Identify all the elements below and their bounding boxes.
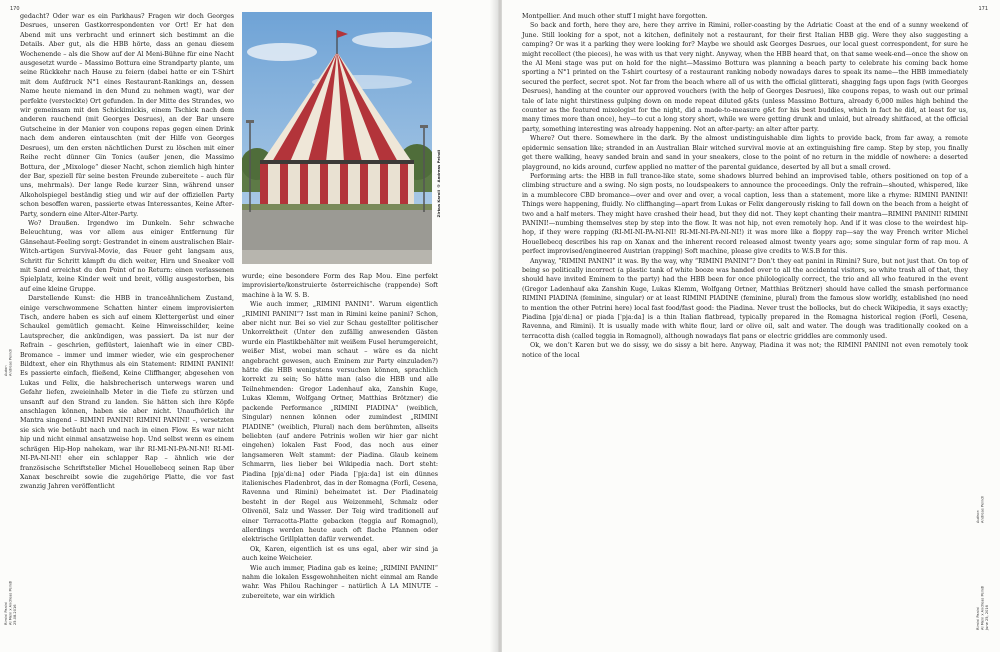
paragraph: Ok, we don’t Karen but we do sissy, we do sissy a bit here. Anyway, Piadina it was not; the RIMINI PANINI not even remotely took notice of the local bbox=[522, 342, 968, 359]
page-number-left: 170 bbox=[10, 6, 20, 12]
right-page bbox=[502, 0, 1000, 652]
english-text-column bbox=[522, 12, 968, 360]
circus-tent-illustration bbox=[242, 12, 432, 264]
circus-tent-photo bbox=[242, 12, 432, 264]
paragraph: Performing arts: the HBB in full trance-like state, some shadows blurred behind an improvised table, others positioned on top of a climbing structure and a swing. No sign posts, no loudspeakers to announce the proceedings. Only the refrain—shouted, whispered, like in a mumblecore CBD bromance—over and over and over, a vocal caption, less than a statement, more like a rhyme: RIMINI PANINI! Things were happening, fluidly. No cliffhanging—apart from Lukas or Felix dangerously risking to fall down on the beach from a height of two and a half meters. They might have crashed their head, but they did not. They kept chanting their mantra—RIMINI PANINI! RIMINI PANINI!—numbing themselves step by step into the flow. It was not hip, not even remotely hop. And if it was close to the weirdest hip-hop, if they were rapping (RI-MI-NI-PA-NI-NI! RI-MI-NI-PA-NI-NI!) it was more like a floppy rap—say the way French writer Michel Houellebecq describes his rap on Xanax and the inherent record released almost twenty years ago; some singular form of rap mou. A perfect improvised/engineered Austrian (rapping) Soft machine, please give credits to W.S.B for this. bbox=[522, 172, 968, 256]
paragraph: Darstellende Kunst: die HBB in tranceähnlichem Zustand, einige verschwommene Schatten hinter einem improvisierten Tisch, andere haben es sich auf einem Klettergerüst und einer Schaukel gemütlich gemacht. Keine Hinweisschilder, keine Lautsprecher, die ankündigen, was passiert. Da ist nur der Refrain – geschrien, geflüstert, laienhaft wie in einer CBD-Bromance – immer und immer wieder, wie ein gesprochener Bildtext, eher ein Rhythmus als ein Statement: RIMINI PANINI! Es passierte einfach, fließend, Keine Cliffhanger, abgesehen von Lukas und Felix, die halsbrecherisch unterwegs waren und Gefahr liefen, zweieinhalb Meter in die Tiefe zu stürzen und unsanft auf den Strand zu landen. Sie hätten sich ihre Köpfe anschlagen können, haben sie aber nicht. Unaufhörlich ihr Mantra singend – RIMINI PANINI! RIMINI PANINI! –, versetzten sie sich wie betäubt nach und nach in einen Flow. Es war nicht hip und nicht einmal ansatzweise hop. Und selbst wenn es einem schrägen Hip-Hop nahekam, war ihr RI-MI-NI-PA-NI-NI! RI-MI-NI-PA-NI-NI! eher ein schlapper Rap – ähnlich wie der französische Schriftsteller Michel Houellebecq seinen Rap über Xanax beschreibt sowie die zugehörige Platte, die vor fast zwanzig Jahren veröffentlicht bbox=[20, 295, 234, 491]
paragraph: Montpellier. And much other stuff I might have forgotten. bbox=[522, 13, 708, 20]
paragraph: Where? Out there. Somewhere in the dark. By the almost undistinguishable dim lights to provide back, from far away, a remote epidermic sensation like; stranded in an Australian Blair witched survival movie at an extinguishing fire camp. Step by step, you finally get there walking, heavy sanded brain and sand in your sneakers, close to the point of no return in the middle of nowhere: a deserted playground, no kids around, curfew applied no matter of the parental guidance, deserted by all but a small crowd. bbox=[522, 135, 968, 171]
paragraph: So back and forth, here they are, here they arrive in Rimini, roller-coasting by the Adriatic Coast at the end of a sunny weekend of June. Still looking for a spot, not a kitchen, definitely not a restaurant, for their first Italian HBB gig. Were they also suggesting a camping? Or was it a parking they were looking for? Maybe we should ask Georges Desrues, our local guest correspondent, for sure he might recollect (the pieces), he was with us that very night. Anyway, when the HBB heard that, on that same week-end—once the show on the Al Meni stage was put on hold for the night—Massimo Bottura was planning a beach party to celebrate his coming back home sporting a N°1 printed on the T-shirt courtesy of a restaurant ranking nobody nowadays dares to speak its name—the HBB immediately secured the perfect, secret spot. Not far from the beach where all of us with the official glitterati, shagging fags upon fags (with Georges Desrues), handing at the counter our approved vouchers (with the help of Georges Desrues), like coupons repas, to wash out our primal tale of late night thirstiness gulping down on mode repeat diluted g&ts (unless Massimo Bottura, already 6,000 miles high behind the counter as the featured mixologist for the night, did a made-to-measure g&t for his best buddies, which in fact he did, at least for us, many times more than once), hey—to cut a long story short, while we were getting drunk and unlaid, but already shitfaced, at the official party, something interesting was already happening. Not an after-party: an alter after party. bbox=[522, 22, 968, 133]
paragraph: Wo? Draußen. Irgendwo im Dunkeln. Sehr schwache Beleuchtung, was vor allem aus einiger Entfernung für Gänsehaut-Feeling sorgt: Gestrandet in einem australischen Blair-Witch-artigen Survival-Movie, das Feuer geht langsam aus, Schritt für Schritt kämpft du dich weiter, Hirn und Sneaker voll mit Sand erreichst du den Point of no Return: einen verlassenen Spielplatz, keine Kinder weit und breit, völlig ausgestorben, bis auf eine kleine Gruppe. bbox=[20, 219, 234, 293]
paragraph: wurde; eine besondere Form des Rap Mou. Eine perfekt improvisierte/konstruierte österreichische (rappende) Soft machine à la W. S. B. bbox=[242, 273, 438, 299]
left-page bbox=[0, 0, 498, 652]
sidebar-article-info-left: Rimini Panini Al Meni x Andreas Peindl 25.08.2016 bbox=[4, 580, 18, 625]
paragraph: Wie auch immer, „RIMINI PANINI“. Warum eigentlich „RIMINI PANINI“? Isst man in Rimini keine panini? Schon, aber nicht nur. Bei so viel zur Schau gestellter politischer Unkorrektheit (Unter den zufällig anwesenden Gästen wurde ein Plastikbehälter mit weißem Fusel herumgereicht, weißer Mist, wobei man schaut – wäre es da nicht angebracht gewesen, auch Eminem zur Party einzuladen?) hätte die HBB wenigstens versuchen können, sprachlich korrekt zu sein; So hätte man (also die HBB und alle Teilnehmenden: Gregor Ladenhauf aka, Zanshin Kuge, Lukas Klemm, Wolfgang Ortner, Matthias Brötzner) die packende Performance „RIMINI PIADINA“ (weiblich, Singular) nennen können oder zumindest „RIMINI PIADINE“ (weiblich, Plural) nach dem berühmten, allseits beliebten (auf andere Petrinis wollen wir hier gar nicht eingehen) lokalen Fast Food, das noch aus einer langsameren Welt stammt: der Piadina. Glaub keinem Schmarrn, lies lieber bei Wikipedia nach. Dort steht: Piadina [pjaˈdiːna] oder Piada [ˈpjaːda] ist ein dünnes italienisches Fladenbrot, das in der Romagna (Forlì, Cesena, Ravenna und Rimini) beheimatet ist. Der Piadinateig besteht in der Regel aus Weizenmehl, Schmalz oder Olivenöl, Salz und Wasser. Der Teig wird traditionell auf einer Terracotta-Platte gebacken (teggia auf Romagnol), allerdings werden heute auch oft flache Pfannen oder elektrische Grillplatten dafür verwendet. bbox=[242, 301, 438, 544]
german-text-column-1 bbox=[20, 12, 234, 492]
german-text-column-2 bbox=[242, 272, 438, 601]
sidebar-article-info-right: Rimini Panini Al Meni x Andreas Peindl June 25, 2016 bbox=[976, 585, 990, 630]
paragraph: Wie auch immer, Piadina gab es keine; „RIMINI PANINI“ nahm die lokalen Essgewohnheiten nicht einmal am Rande wahr. Was Philou Rachinger – natürlich À LA MINUTE – zubereitete, war ein wirklich bbox=[242, 564, 438, 600]
sidebar-author-right: Author: Andreas Peindl bbox=[976, 496, 985, 523]
paragraph: gedacht? Oder war es ein Parkhaus? Fragen wir doch Georges Desrues, unseren Gastkorrespondenten vor Ort! Er hat den Abend mit uns verbracht und erinnert sich bestimmt an die Details. Aber gut, als die HBB hörte, dass an genau diesem Wochenende – als die Show auf der Al Meni-Bühne für eine Nacht ausgesetzt wurde – Massimo Bottura eine Strandparty plante, um seine Rückkehr nach Hause zu feiern (dabei hatte er ein T-Shirt mit dem Aufdruck N°1 eines Restaurant-Rankings an, dessen Name heute niemand in den Mund zu nehmen wagt), war der perfekte (versteckte) Ort gefunden. In der Mitte des Strandes, wo wir gemeinsam mit den Schickimickis, einem Tschick nach dem anderen rauchend (mit Georges Desrues), an der Bar unsere Gutscheine in der Manier von coupons repas gegen einen Drink nach dem anderen eintauschten (mit der Hilfe von Georges Desrues), um den ersten nächtlichen Durst zu löschen mit einer Reihe recht dünner Gin Tonics (außer jenen, die Massimo Bottura, der „Mixologe“ dieser Nacht, schon ziemlich high hinter der Bar, speziell für seine besten Freunde zubereitete – auch für uns, mehrmals). Der lange Rede kurzer Sinn, während unser Alkoholspiegel beständig stieg und wir auf der offiziellen Party schon besoffen waren, passierte etwas Interessantes, Keine After-Party, sondern eine Alter-Alter-Party. bbox=[20, 13, 234, 218]
sidebar-author-left: Autor: Andreas Peindl bbox=[4, 349, 13, 376]
paragraph: Ok, Karen, eigentlich ist es uns egal, aber wir sind ja auch keine Weicheier. bbox=[242, 545, 438, 563]
page-number-right: 171 bbox=[978, 6, 988, 12]
photo-credit: Zirkus Karoli © Andreas Peindl bbox=[436, 150, 441, 218]
paragraph: Anyway, “RIMINI PANINI” it was. By the way, why “RIMINI PANINI”? Don’t they eat panini in Rimini? Sure, but not just that. On top of being so politically incorrect (a plastic tank of white booze was handed over to all the accidental visitors, so white trash all of that, they should have invited Eminem to the party) had the HBB been for once philologically correct, the trio and all who featured in the event (Gregor Ladenhauf aka Zanshin Kuge, Lukas Klemm, Wolfgang Ortner, Matthias Brötzner) should have called the smash performance RIMINI PIADINA (feminine, singular) or at least RIMINI PIADINE (feminine, plural) from the famous slow worldly, established (no need to mention the other Petrini here) local fast food/fast good: the Piadina. Never trust the bollocks, but do check Wikipedia, it says exactly; Piadina [pjaˈdiːna] or piada [ˈpjaːda] is a thin Italian flatbread, typically prepared in the Romagna historical region (Forlì, Cesena, Ravenna, and Rimini). It is usually made with white flour, lard or olive oil, salt and water. The dough was traditionally cooked on a terracotta dish (called teggia in Romagnol), although nowadays flat pans or electric griddles are commonly used. bbox=[522, 257, 968, 340]
